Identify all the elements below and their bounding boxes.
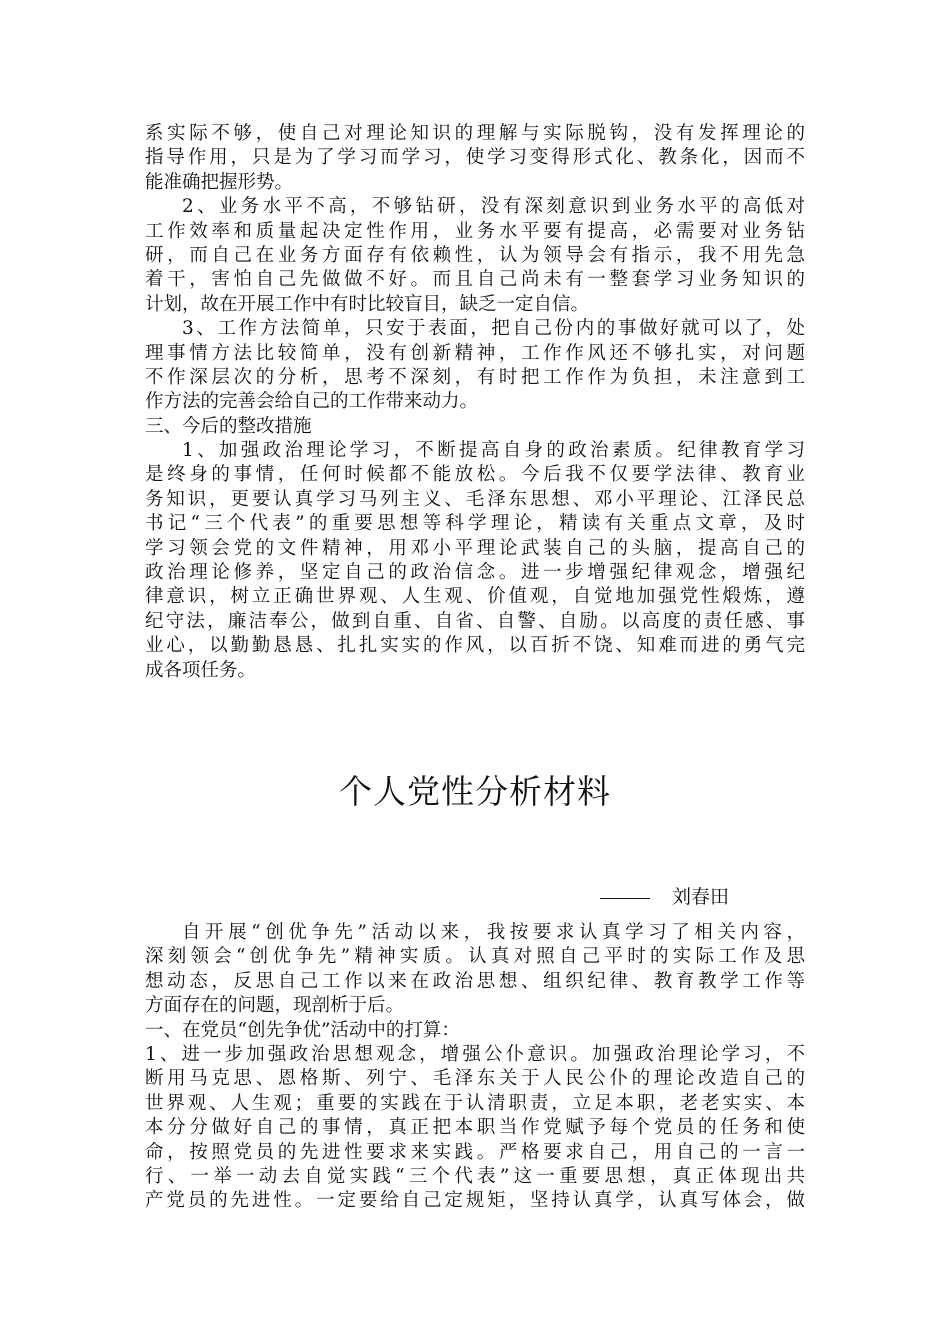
- paragraph-line: 是终身的事情，任何时候都不能放松。今后我不仅要学法律、教育业: [145, 464, 805, 486]
- paragraph-line: 自开展“创优争先”活动以来，我按要求认真学习了相关内容，: [182, 922, 805, 943]
- paragraph-line: 产党员的先进性。一定要给自己定规矩，坚持认真学，认真写体会，做: [145, 1190, 805, 1212]
- section-heading: 三、今后的整改措施: [145, 415, 312, 437]
- paragraph-line: 想动态，反思自己工作以来在政治思想、组织纪律、教育教学工作等: [145, 970, 805, 992]
- author-name: 刘春田: [672, 886, 730, 908]
- section-heading: 一、在党员“创先争优”活动中的打算：: [145, 1019, 460, 1041]
- paragraph-line: 行、一举一动去自觉实践“三个代表”这一重要思想，真正体现出共: [145, 1165, 805, 1187]
- paragraph-line: 成各项任务。: [145, 659, 257, 681]
- paragraph-line: 指导作用，只是为了学习而学习，使学习变得形式化、教条化，因而不: [145, 147, 805, 169]
- paragraph-line: 系实际不够，使自己对理论知识的理解与实际脱钩，没有发挥理论的: [145, 123, 805, 144]
- paragraph-line: 着干，害怕自己先做做不好。而且自己尚未有一整套学习业务知识的: [145, 269, 805, 291]
- section-two-text: [145, 921, 805, 1214]
- paragraph-line: 不作深层次的分析，思考不深刻，有时把工作作为负担，未注意到工: [145, 366, 805, 388]
- paragraph-line: 务知识，更要认真学习马列主义、毛泽东思想、邓小平理论、江泽民总: [145, 488, 805, 510]
- paragraph-line: 2、业务水平不高，不够钻研，没有深刻意识到业务水平的高低对: [182, 196, 805, 218]
- paragraph-line: 研，而自己在业务方面存有依赖性，认为领导会有指示，我不用先急: [145, 244, 805, 266]
- paragraph-line: 学习领会党的文件精神，用邓小平理论武装自己的头脑，提高自己的: [145, 537, 805, 559]
- paragraph-line: 政治理论修养，坚定自己的政治信念。进一步增强纪律观念，增强纪: [145, 562, 805, 584]
- paragraph-line: 世界观、人生观；重要的实践在于认清职责，立足本职，老老实实、本: [145, 1092, 805, 1114]
- paragraph-line: 1、进一步加强政治思想观念，增强公仆意识。加强政治理论学习，不: [145, 1043, 805, 1065]
- paragraph-line: 本分分做好自己的事情，真正把本职当作党赋予每个党员的任务和使: [145, 1117, 805, 1139]
- paragraph-line: 律意识，树立正确世界观、人生观、价值观，自觉地加强党性煅炼，遵: [145, 586, 805, 608]
- paragraph-line: 断用马克思、恩格斯、列宁、毛泽东关于人民公仆的理论改造自己的: [145, 1068, 805, 1090]
- paragraph-line: 计划，故在开展工作中有时比较盲目，缺乏一定自信。: [145, 293, 590, 315]
- page-title: 个人党性分析材料: [339, 772, 611, 811]
- paragraph-line: 书记“三个代表”的重要思想等科学理论，精读有关重点文章，及时: [145, 513, 805, 535]
- paragraph-line: 深刻领会“创优争先”精神实质。认真对照自己平时的实际工作及思: [145, 946, 805, 968]
- paragraph-line: 理事情方法比较简单，没有创新精神，工作作风还不够扎实，对问题: [145, 342, 805, 364]
- paragraph-line: 业心，以勤勤恳恳、扎扎实实的作风，以百折不饶、知难而进的勇气完: [145, 635, 805, 657]
- paragraph-line: 方面存在的问题，现剖析于后。: [145, 995, 405, 1017]
- author-dash: [600, 898, 650, 899]
- paragraph-line: 能准确把握形势。: [145, 171, 294, 193]
- section-one-text: [145, 122, 805, 683]
- paragraph-line: 命，按照党员的先进性要求来实践。严格要求自己，用自己的一言一: [145, 1141, 805, 1163]
- paragraph-line: 1、加强政治理论学习，不断提高自身的政治素质。纪律教育学习: [182, 440, 805, 462]
- paragraph-line: 工作效率和质量起决定性作用，业务水平要有提高，必需要对业务钻: [145, 220, 805, 242]
- paragraph-line: 3、工作方法简单，只安于表面，把自己份内的事做好就可以了，处: [182, 318, 805, 340]
- author-line: [600, 884, 729, 910]
- paragraph-line: 作方法的完善会给自己的工作带来动力。: [145, 391, 479, 413]
- paragraph-line: 纪守法，廉洁奉公，做到自重、自省、自警、自励。以高度的责任感、事: [145, 610, 805, 632]
